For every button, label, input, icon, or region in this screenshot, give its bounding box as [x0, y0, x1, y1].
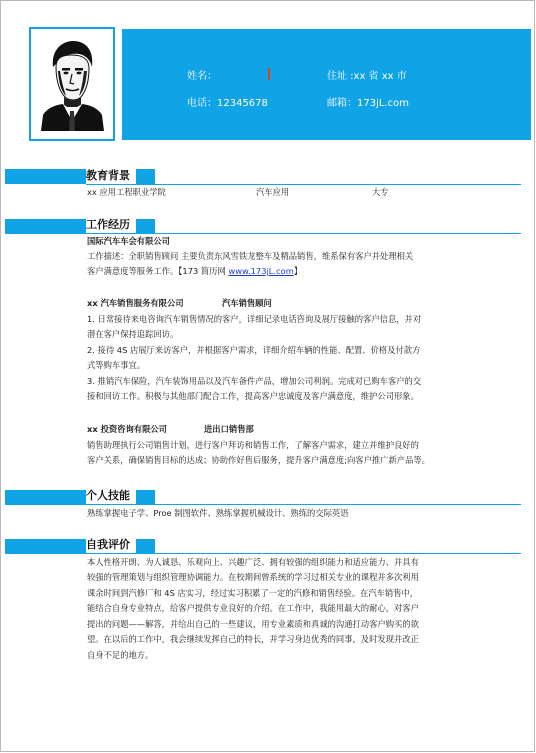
evaluation-line: 自身不足的地方。: [87, 650, 154, 660]
evaluation-line: 提出的问题——解答，并给出自己的一些建议，用专业素质和真诚的沟通打动客户购买的欲: [87, 619, 419, 629]
job1-desc-line1: 工作描述：全职销售顾问 主要负责东风雪铁龙整车及精品销售，维系保有客户并处理相关: [87, 251, 414, 261]
portrait-photo: [29, 27, 115, 141]
job3-line: 销售助理执行公司销售计划，进行客户拜访和销售工作，了解客户需求，建立并维护良好的: [87, 440, 419, 450]
job1-desc2-post: 】: [293, 266, 303, 276]
skills-title: 个人技能: [86, 487, 136, 505]
job1-desc2-pre: 客户满意度等服务工作。【173 简历网: [87, 266, 229, 276]
phone-text: 电话：12345678: [187, 98, 268, 109]
job2-line: 3. 推销汽车保险，汽车装饰用品以及汽车备件产品，增加公司利润。完成对已购车客户的交: [87, 376, 422, 386]
job2-line: 式等购车事宜。: [87, 360, 146, 370]
education-school: xx 应用工程职业学院: [87, 187, 166, 197]
job1-desc-line2: [87, 264, 302, 279]
evaluation-line: 能结合自身专业特点，给客户提供专业良好的介绍。在工作中，我能用最大的耐心，对客户: [87, 603, 419, 613]
evaluation-line: 望。在以后的工作中，我会继续发挥自己的特长，并学习身边优秀的同事，及时发现并改正: [87, 634, 419, 644]
job2-line: 2. 接待 4S 店展厅来访客户，并根据客户需求，详细介绍车辆的性能、配置、价格及付款方: [87, 345, 421, 355]
education-major: 汽车应用: [256, 187, 290, 197]
job3-line: 客户关系，确保销售目标的达成；协助作好售后服务，提升客户满意度;向客户推广新产品等。: [87, 455, 430, 465]
job2-line: 潜在客户保持追踪回访。: [87, 329, 179, 339]
job1-company: 国际汽车车会有限公司: [87, 236, 170, 246]
portrait-icon: [39, 37, 105, 131]
text-cursor-mark: [268, 68, 270, 80]
job3-company: xx 投资咨询有限公司: [87, 424, 167, 434]
evaluation-title: 自我评价: [86, 536, 136, 554]
header-band: [122, 29, 531, 140]
evaluation-line: 课余时间到汽修厂和 4S 店实习，经过实习积累了一定的汽修和销售经验。在汽车销售中，: [87, 588, 419, 598]
website-link[interactable]: www.173jL.com: [228, 266, 294, 276]
name-label: 姓名：: [187, 71, 217, 82]
email-text: 邮箱：173jL.com: [327, 98, 409, 109]
education-title: 教育背景: [86, 167, 136, 185]
education-degree: 大专: [372, 187, 389, 197]
job2-position: 汽车销售顾问: [222, 298, 272, 308]
evaluation-line: 本人性格开朗、为人诚恳、乐观向上、兴趣广泛、拥有较强的组织能力和适应能力、并具有: [87, 557, 419, 567]
job2-company: xx 汽车销售服务有限公司: [87, 298, 184, 308]
skills-underline: [86, 504, 521, 505]
evaluation-line: 较强的管理策划与组织管理协调能力。在校期间曾系统的学习过相关专业的课程并多次利用: [87, 572, 419, 582]
job2-line: 接和回访工作。积极与其他部门配合工作，提高客户忠诚度及客户满意度，维护公司形象。: [87, 391, 419, 401]
address-text: 住址 :xx 省 xx 市: [327, 71, 407, 82]
job2-line: 1. 日常接待来电咨询汽车销售情况的客户，详细记录电话咨询及展厅接触的客户信息，并对: [87, 314, 422, 324]
skills-text: 熟练掌握电子学、Proe 制图软件、熟练掌握机械设计、熟练的交际英语: [87, 508, 349, 518]
work-title: 工作经历: [86, 216, 136, 234]
evaluation-underline: [86, 553, 521, 554]
job3-position: 进出口销售部: [204, 424, 254, 434]
